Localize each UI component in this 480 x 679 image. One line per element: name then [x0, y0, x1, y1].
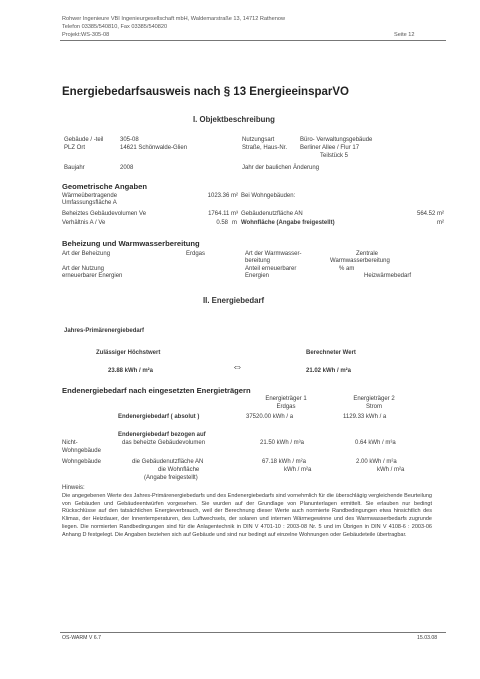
page-title: Energiebedarfsausweis nach § 13 EnergieeinsparVO — [62, 86, 349, 98]
traeger2-name: Strom — [365, 404, 382, 410]
flaeche-label-2: Umfassungsfläche A — [62, 200, 117, 206]
volumen-value: 1764.11 m³ — [208, 211, 238, 217]
berechnet-value: 21.02 kWh / m²a — [306, 368, 352, 374]
warmwasser-label-2: bereitung — [245, 258, 271, 264]
nutzflaeche-value: 564.52 m² — [416, 211, 444, 217]
gebaeude-label: Gebäude / -teil — [64, 137, 104, 143]
footer-divider — [60, 632, 446, 633]
wohn-desc-2: die Wohnfläche — [158, 467, 200, 473]
warmwasser-label: Art der Warmwasser- — [245, 251, 302, 257]
anteil-label-2: Energien — [245, 273, 270, 279]
wohnflaeche-label: Wohnfläche (Angabe freigestellt) — [241, 220, 335, 226]
nicht-wohngebaeude-label: Nicht- — [62, 440, 78, 446]
av-unit: m — [232, 220, 237, 226]
av-value: 0.58 — [216, 220, 228, 226]
strasse-value-2: Teilstück 5 — [320, 153, 349, 159]
wohnflaeche-unit: m² — [437, 220, 444, 226]
warmwasser-value: Zentrale — [356, 251, 379, 257]
strasse-value: Berliner Allee / Flur 17 — [300, 145, 360, 151]
wohn-value-1b: kWh / m²a — [284, 467, 312, 473]
absolut-value-1: 37520.00 kWh / a — [246, 414, 294, 420]
traeger2-label: Energieträger 2 — [353, 396, 395, 402]
nutzflaeche-label: Gebäudenutzfläche AN — [241, 211, 303, 217]
nutzung-label: Art der Nutzung — [62, 266, 105, 272]
heating-heading: Beheizung und Warmwasserbereitung — [62, 239, 200, 248]
baujahr-value: 2008 — [120, 165, 134, 171]
footer-date: 15.03.08 — [417, 635, 438, 641]
warmwasser-value-2: Warmwasserbereitung — [330, 258, 390, 264]
aenderung-label: Jahr der baulichen Änderung — [242, 165, 320, 171]
zulaessig-label: Zulässiger Höchstwert — [96, 350, 161, 356]
anteil-value: Heizwärmebedarf — [364, 273, 412, 279]
nutzung-label-2: erneuerbarer Energien — [62, 273, 123, 279]
header-divider — [60, 40, 446, 41]
bezogen-volumen: das beheizte Gebäudevolumen — [122, 440, 206, 446]
wohn-value-2b: kWh / m²a — [377, 467, 405, 473]
footer-software: OS-WARM V 6.7 — [62, 635, 102, 641]
hinweis-label: Hinweis: — [62, 485, 85, 491]
berechnet-label: Berechneter Wert — [306, 350, 356, 356]
section-energiebedarf: II. Energiebedarf — [203, 296, 265, 305]
wohngebaeude-label: Wohngebäude — [62, 459, 101, 465]
nutzungsart-label: Nutzungsart — [242, 137, 275, 143]
company-phone: Telefon 03385/540810, Fax 03385/540820 — [62, 24, 168, 30]
absolut-label: Endenergiebedarf ( absolut ) — [118, 414, 200, 420]
wohn-value-2a: 2.00 kWh / m²a — [356, 459, 397, 465]
traeger1-label: Energieträger 1 — [265, 396, 307, 402]
beheizung-label: Art der Beheizung — [62, 251, 111, 257]
beheizung-value: Erdgas — [186, 251, 206, 257]
wohn-value-1a: 67.18 kWh / m²a — [262, 459, 307, 465]
compare-arrow-icon: ⇔ — [232, 361, 243, 373]
volumen-label: Beheiztes Gebäudevolumen Ve — [62, 211, 147, 217]
page-number: Seite 12 — [394, 32, 415, 38]
section-objektbeschreibung: I. Objektbeschreibung — [193, 115, 275, 124]
nicht-value-2: 0.64 kWh / m³a — [355, 440, 396, 446]
bezogen-heading: Endenergiebedarf bezogen auf — [118, 432, 206, 438]
company-address: Rohwer Ingenieure VBI Ingenieurgesellschaft mbH, Waldemarstraße 13, 14712 Rathenow — [62, 16, 286, 22]
baujahr-label: Baujahr — [64, 165, 85, 171]
flaeche-label: Wärmeübertragende — [62, 193, 118, 199]
zulaessig-value: 23.88 kWh / m²a — [108, 368, 154, 374]
anteil-label: Anteil erneuerbarer — [245, 266, 297, 272]
strasse-label: Straße, Haus-Nr. — [242, 145, 288, 151]
nicht-value-1: 21.50 kWh / m³a — [260, 440, 305, 446]
endenergie-heading: Endenergiebedarf nach eingesetzten Energieträgern — [62, 386, 251, 395]
av-label: Verhältnis A / Ve — [62, 220, 106, 226]
project-id: Projekt:WS-305-08 — [62, 32, 110, 38]
geometry-heading: Geometrische Angaben — [62, 182, 147, 191]
plz-label: PLZ Ort — [64, 145, 86, 151]
nicht-wohngebaeude-label-2: Wohngebäude — [62, 448, 101, 454]
plz-value: 14621 Schönwalde-Glien — [120, 145, 188, 151]
gebaeude-value: 305-08 — [120, 137, 139, 143]
primaer-heading: Jahres-Primärenergiebedarf — [64, 328, 145, 334]
absolut-value-2: 1129.33 kWh / a — [343, 414, 387, 420]
anteil-unit: % am — [339, 266, 355, 272]
wohn-desc-3: (Angabe freigestellt) — [144, 475, 198, 481]
nutzungsart-value: Büro- Verwaltungsgebäude — [300, 137, 373, 143]
traeger1-name: Erdgas — [276, 404, 296, 410]
wohngebaeude-label: Bei Wohngebäuden: — [241, 193, 296, 199]
hinweis-text: Die angegebenen Werte des Jahres-Primärenergiebedarfs und des Endenergiebedarfs sind vornehmlich für die überschlägig vergleichende Beurteilung von Gebäuden und Gebäudeentwürfen vorgesehen. Sie wurden auf der Grundlage von Planunterlagen ermittelt. Sie erlauben nur bedingt Rückschlüsse auf den tatsächlichen Energieverbrauch, weil der Berechnung dieser Werte auch normierte Randbedingungen etwa hinsichtlich des Klimas, der Heizdauer, der Innentemperaturen, des Luftwechsels, der solaren und internen Wärmegewinne und des Warmwasserbedarfs zugrunde liegen. Die normierten Randbedingungen sind für die Anlagentechnik in DIN V 4701-10 : 2003-08 Nr. 5 und im Übrigen in DIN V 4108-6 : 2003-06 Anhang D festgelegt. Die Angaben beziehen sich auf Gebäude und sind nur bedingt auf einzelne Wohnungen oder Gebäudeteile übertragbar. — [62, 493, 432, 538]
flaeche-value: 1023.36 m² — [207, 193, 238, 199]
wohn-desc-1: die Gebäudenutzfläche AN — [132, 459, 204, 465]
